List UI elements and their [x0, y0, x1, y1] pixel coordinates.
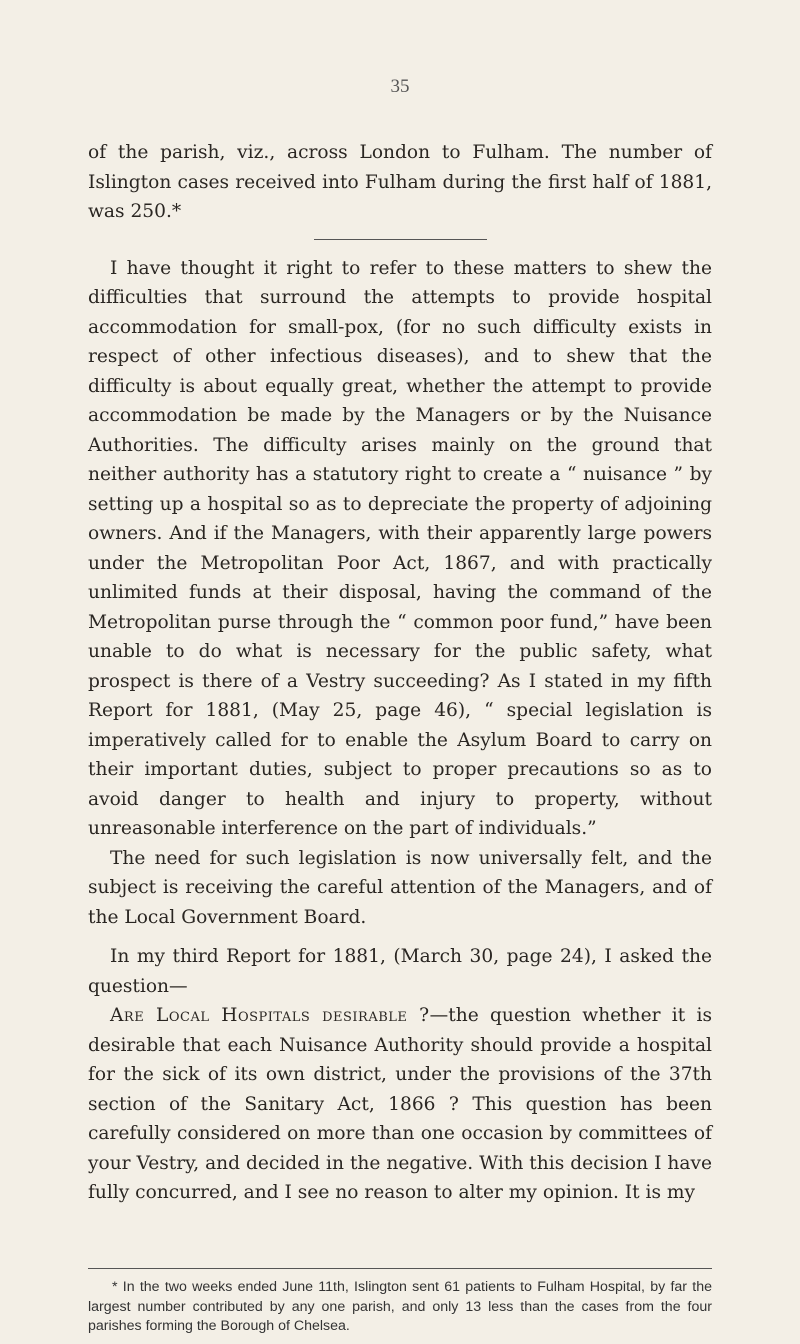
paragraph-gap — [88, 932, 712, 942]
paragraph-local-hospitals — [88, 1001, 712, 1208]
footnote-text: * In the two weeks ended June 11th, Islington sent 61 patients to Fulham Hospital, by far the largest number contributed by any one parish, and only 13 less than the cases from the four parishes forming the Borough of Chelsea. — [88, 1279, 712, 1334]
run-in-heading: Are Local Hospitals desirable ? — [110, 1005, 430, 1026]
body-text — [88, 138, 712, 1208]
paragraph-third-report: In my third Report for 1881, (March 30, page 24), I asked the question— — [88, 946, 712, 997]
footnote — [88, 1278, 712, 1337]
paragraph-legislation: The need for such legislation is now universally felt, and the subject is receiving the careful attention of the Managers, and of the Local Government Board. — [88, 847, 712, 928]
section-divider — [314, 239, 487, 240]
paragraph-local-hospitals-text: —the question whether it is desirable that each Nuisance Authority should provide a hospital for the sick of its own district, under the provisions of the 37th section of the Sanitary Act, 1866 ? This question has been carefully considered on more than one occasion by committees of your Vestry, and decided in the negative. With this decision I have fully concurred, and I see no reason to alter my opinion. It is my — [88, 1005, 712, 1203]
footnote-rule — [88, 1268, 712, 1269]
paragraph-difficulties: I have thought it right to refer to these matters to shew the difficulties that surround the attempts to provide hospital accommodation for small-pox, (for no such difficulty exists in respect of other infectious diseases), and to shew that the difficulty is about equally great, whether the attempt to provide accommodation be made by the Managers or by the Nuisance Authorities. The difficulty arises mainly on the ground that neither authority has a statutory right to create a “ nuisance ” by setting up a hospital so as to depreciate the property of adjoining owners. And if the Managers, with their apparently large powers under the Metropolitan Poor Act, 1867, and with practically unlimited funds at their disposal, having the command of the Metropolitan purse through the “ common poor fund,” have been unable to do what is necessary for the public safety, what prospect is there of a Vestry succeeding? As I stated in my fifth Report for 1881, (May 25, page 46), “ special legislation is imperatively called for to enable the Asylum Board to carry on their important duties, subject to proper precautions so as to avoid danger to health and injury to property, without unreasonable interference on the part of individuals.” — [88, 257, 712, 839]
paragraph-continuation: of the parish, viz., across London to Fulham. The number of Islington cases received into Fulham during the first half of 1881, was 250.* — [88, 142, 712, 222]
page-number: 35 — [390, 76, 410, 97]
